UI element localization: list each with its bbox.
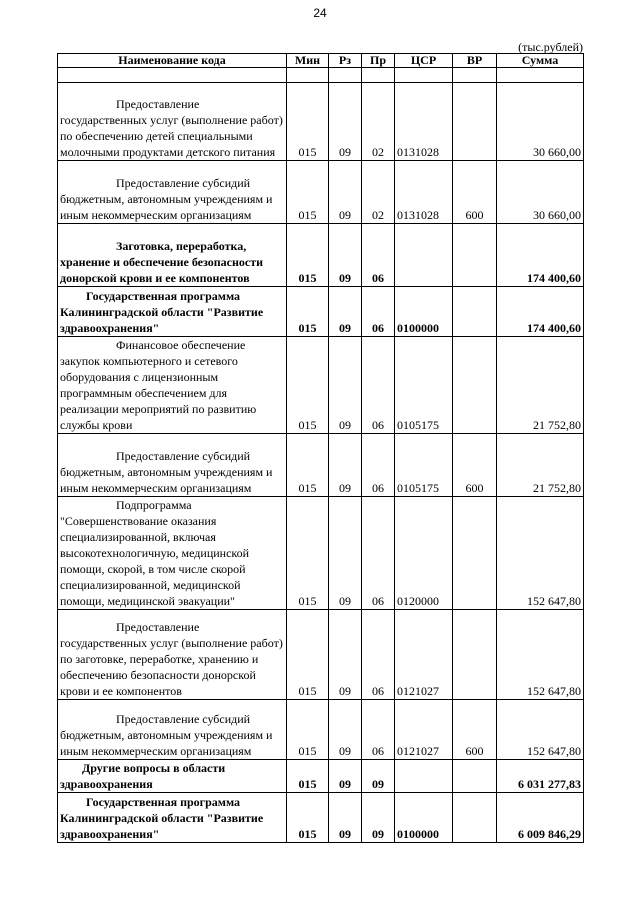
row-vr [453,337,497,434]
row-csr [395,760,453,793]
row-csr: 0100000 [395,793,453,843]
row-vr [453,497,497,610]
row-sum: 21 752,80 [497,434,584,497]
table-row [58,793,584,843]
header-vr: ВР [453,54,497,68]
row-min: 015 [287,760,329,793]
row-csr: 0105175 [395,337,453,434]
spacer-row [58,68,584,83]
header-pr: Пр [362,54,395,68]
budget-table [57,53,584,843]
row-pr: 02 [362,161,395,224]
row-name: Подпрограмма "Совершенствование оказания специализированной, включая высокотехнологичную, медицинской помощи, скорой, в том числе скорой специализированной, медицинской помощи, медицинской эвакуации" [58,497,287,610]
row-pr: 06 [362,434,395,497]
row-name: Предоставление субсидий бюджетным, автономным учреждениям и иным некоммерческим организациям [58,161,287,224]
row-sum: 21 752,80 [497,337,584,434]
row-name: Предоставление субсидий бюджетным, автономным учреждениям и иным некоммерческим организациям [58,700,287,760]
row-min: 015 [287,497,329,610]
header-sum: Сумма [497,54,584,68]
row-rz: 09 [329,161,362,224]
row-sum: 6 009 846,29 [497,793,584,843]
row-rz: 09 [329,700,362,760]
row-vr: 600 [453,700,497,760]
table-row [58,700,584,760]
row-min: 015 [287,610,329,700]
row-sum: 30 660,00 [497,83,584,161]
row-csr: 0100000 [395,287,453,337]
units-label: (тыс.рублей) [518,40,583,54]
row-name: Предоставление государственных услуг (выполнение работ) по заготовке, переработке, хранению и обеспечению безопасности донорской крови и ее компонентов [58,610,287,700]
row-pr: 09 [362,760,395,793]
row-rz: 09 [329,434,362,497]
row-min: 015 [287,161,329,224]
row-min: 015 [287,337,329,434]
table-row [58,337,584,434]
row-rz: 09 [329,497,362,610]
row-sum: 174 400,60 [497,224,584,287]
row-csr: 0105175 [395,434,453,497]
table-row [58,610,584,700]
row-name: Заготовка, переработка, хранение и обеспечение безопасности донорской крови и ее компонентов [58,224,287,287]
row-name: Государственная программа Калининградской области "Развитие здравоохранения" [58,287,287,337]
row-min: 015 [287,700,329,760]
row-sum: 152 647,80 [497,610,584,700]
row-min: 015 [287,434,329,497]
table-row [58,287,584,337]
row-name: Предоставление государственных услуг (выполнение работ) по обеспечению детей специальными молочными продуктами детского питания [58,83,287,161]
row-vr [453,83,497,161]
row-name: Другие вопросы в области здравоохранения [58,760,287,793]
row-pr: 06 [362,224,395,287]
header-min: Мин [287,54,329,68]
row-rz: 09 [329,793,362,843]
row-vr [453,760,497,793]
row-pr: 06 [362,610,395,700]
row-rz: 09 [329,287,362,337]
row-csr [395,224,453,287]
row-rz: 09 [329,224,362,287]
row-pr: 06 [362,497,395,610]
row-vr: 600 [453,434,497,497]
row-csr: 0131028 [395,83,453,161]
row-rz: 09 [329,83,362,161]
row-rz: 09 [329,760,362,793]
header-row [58,54,584,68]
header-csr: ЦСР [395,54,453,68]
row-sum: 30 660,00 [497,161,584,224]
row-sum: 152 647,80 [497,497,584,610]
table-row [58,83,584,161]
row-csr: 0120000 [395,497,453,610]
row-sum: 174 400,60 [497,287,584,337]
row-csr: 0121027 [395,700,453,760]
row-sum: 152 647,80 [497,700,584,760]
row-rz: 09 [329,610,362,700]
row-rz: 09 [329,337,362,434]
row-vr [453,224,497,287]
row-sum: 6 031 277,83 [497,760,584,793]
row-pr: 06 [362,337,395,434]
table-row [58,434,584,497]
table-row [58,161,584,224]
row-name: Государственная программа Калининградской области "Развитие здравоохранения" [58,793,287,843]
header-rz: Рз [329,54,362,68]
row-name: Предоставление субсидий бюджетным, автономным учреждениям и иным некоммерческим организациям [58,434,287,497]
row-pr: 06 [362,287,395,337]
row-csr: 0131028 [395,161,453,224]
header-name: Наименование кода [58,54,287,68]
row-pr: 06 [362,700,395,760]
row-min: 015 [287,224,329,287]
row-vr [453,793,497,843]
table-row [58,224,584,287]
row-pr: 02 [362,83,395,161]
row-min: 015 [287,793,329,843]
row-min: 015 [287,83,329,161]
table-row [58,760,584,793]
row-csr: 0121027 [395,610,453,700]
row-vr: 600 [453,161,497,224]
row-vr [453,610,497,700]
row-min: 015 [287,287,329,337]
row-name: Финансовое обеспечение закупок компьютерного и сетевого оборудования с лицензионным программным обеспечением для реализации мероприятий по развитию службы крови [58,337,287,434]
row-pr: 09 [362,793,395,843]
table-row [58,497,584,610]
page-number: 24 [313,6,327,20]
row-vr [453,287,497,337]
